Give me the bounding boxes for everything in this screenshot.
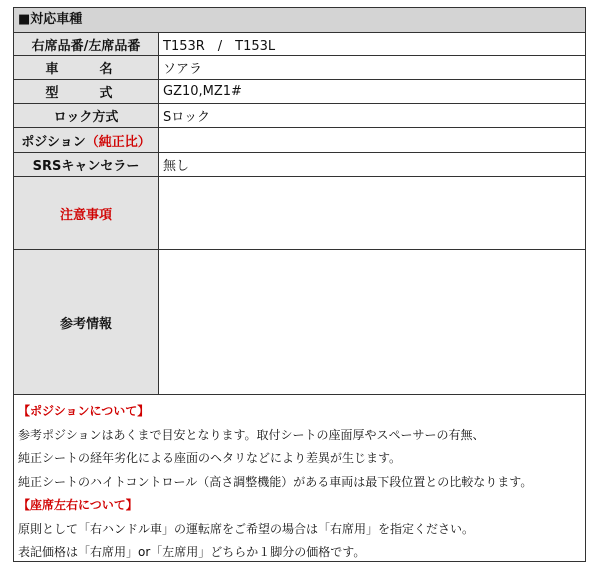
car-name-label: 車 名: [14, 56, 159, 80]
position-value: [159, 128, 586, 153]
spec-table: [14, 33, 585, 395]
reference-value: [159, 250, 586, 395]
seat-side-heading: 【座席左右について】: [18, 498, 138, 512]
position-label-note: （純正比）: [85, 134, 151, 150]
seat-side-note-line: 原則として「右ハンドル車」の運転席をご希望の場合は「右席用」を指定ください。: [18, 521, 475, 536]
caution-label: 注意事項: [14, 177, 159, 250]
lock-type-label: ロック方式: [14, 104, 159, 128]
compatible-vehicles-panel: [13, 7, 586, 562]
table-row: [14, 33, 585, 56]
table-row: [14, 177, 585, 250]
car-name-value: ソアラ: [159, 56, 586, 80]
table-row: [14, 104, 585, 128]
table-row: [14, 250, 585, 395]
reference-label: 参考情報: [14, 250, 159, 395]
lock-type-value: Sロック: [159, 104, 586, 128]
table-row: [14, 153, 585, 177]
notes-section: [18, 400, 583, 565]
model-label: 型 式: [14, 80, 159, 104]
position-notes-heading: 【ポジションについて】: [18, 404, 150, 418]
table-row: [14, 56, 585, 80]
table-row: [14, 80, 585, 104]
model-value: GZ10,MZ1#: [159, 80, 586, 104]
srs-canceller-label: SRSキャンセラー: [14, 153, 159, 177]
seat-no-label: 右席品番/左席品番: [14, 33, 159, 56]
position-note-line: 参考ポジションはあくまで目安となります。取付シートの座面厚やスペーサーの有無、: [18, 427, 485, 442]
position-label-main: ポジション: [21, 134, 86, 150]
position-note-line: 純正シートのハイトコントロール（高さ調整機能）がある車両は最下段位置との比較なります。: [18, 474, 533, 489]
seat-side-note-line: 表記価格は「右席用」or「左席用」どちらか１脚分の価格です。: [18, 545, 366, 559]
seat-no-value: T153R / T153L: [159, 33, 586, 56]
position-label: [14, 128, 159, 153]
caution-value: [159, 177, 586, 250]
srs-canceller-value: 無し: [159, 153, 586, 177]
position-note-line: 純正シートの経年劣化による座面のヘタリなどにより差異が生じます。: [18, 451, 402, 465]
section-title: ■対応車種: [14, 8, 585, 33]
table-row: [14, 128, 585, 153]
